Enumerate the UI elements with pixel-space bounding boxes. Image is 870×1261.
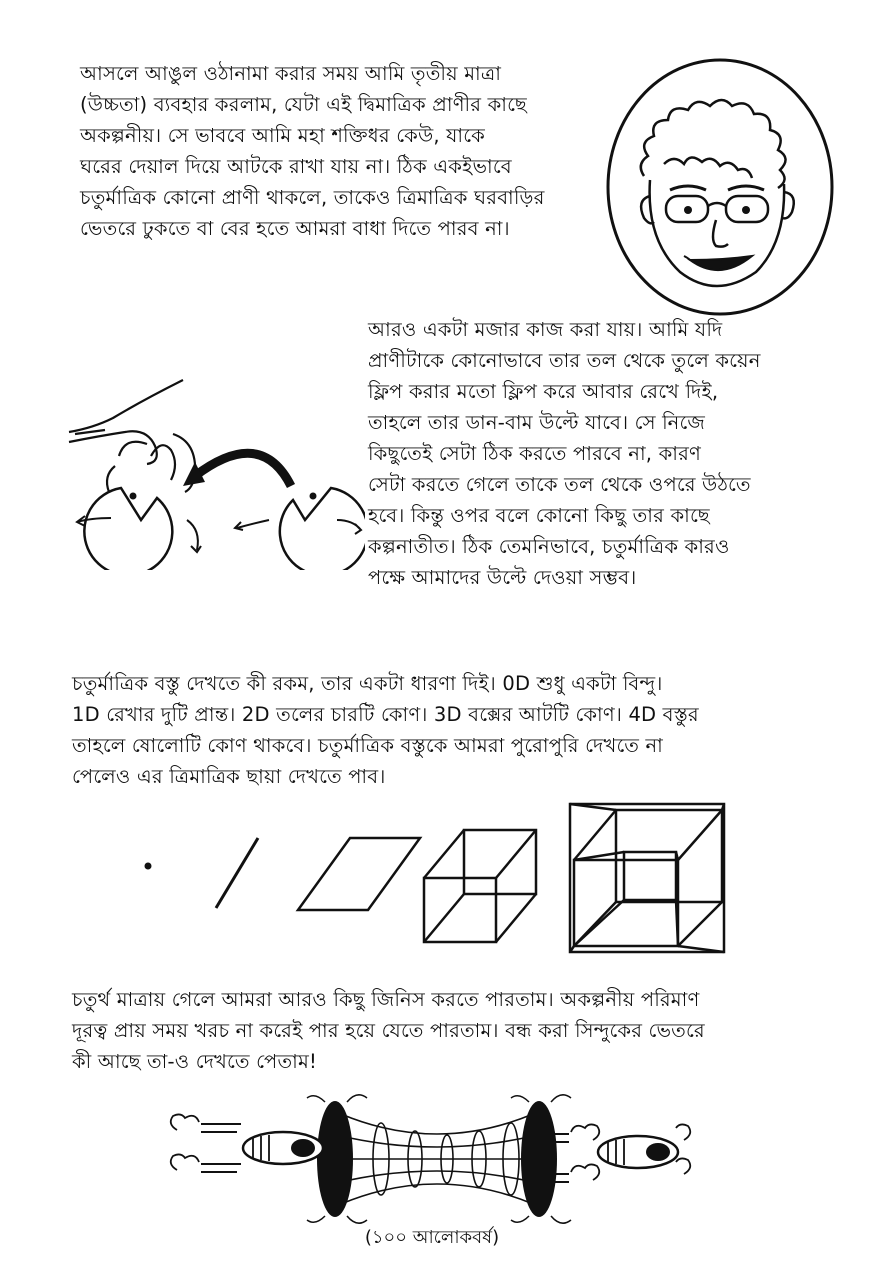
spaceship-right-hull	[580, 1118, 700, 1188]
hand-icon	[69, 380, 195, 492]
text-line: চতুর্মাত্রিক বস্তু দেখতে কী রকম, তার একটা ধারণা দিই। 0D শুধু একটা বিন্দু।	[72, 672, 663, 695]
text-line: আসলে আঙুল ওঠানামা করার সময় আমি তৃতীয় মাত্রা	[80, 62, 502, 85]
text-line: ভেতরে ঢুকতে বা বের হতে আমরা বাধা দিতে পারব না।	[80, 217, 510, 240]
text-line: অকল্পনীয়। সে ভাববে আমি মহা শক্তিধর কেউ, যাকে	[80, 124, 485, 147]
text-line: পক্ষে আমাদের উল্টে দেওয়া সম্ভব।	[368, 566, 637, 589]
tesseract-4d	[570, 804, 724, 952]
flip-creature-illustration	[55, 370, 365, 570]
text-line: ঘরের দেয়াল দিয়ে আটকে রাখা যায় না। ঠিক একইভাবে	[80, 155, 512, 178]
text-line: সেটা করতে গেলে তাকে তল থেকে ওপরে উঠতে	[368, 473, 751, 496]
creature-flipped	[77, 488, 201, 570]
curly-hair	[641, 100, 786, 188]
paragraph-dimensions	[72, 668, 822, 792]
cube-3d	[424, 830, 536, 942]
square-2d	[298, 838, 420, 910]
paragraph-flip	[368, 314, 816, 593]
flip-arrow-icon	[183, 453, 291, 486]
point-0d	[145, 863, 152, 870]
glasses-icon	[666, 196, 768, 222]
text-line: কিছুতেই সেটা ঠিক করতে পারবে না, কারণ	[368, 442, 702, 465]
text-line: তাহলে ষোলোটি কোণ থাকবে। চতুর্মাত্রিক বস্তুকে আমরা পুরোপুরি দেখতে না	[72, 734, 664, 757]
text-line: (উচ্চতা) ব্যবহার করলাম, যেটা এই দ্বিমাত্রিক প্রাণীর কাছে	[80, 93, 527, 116]
wormhole-mouth-right	[521, 1101, 557, 1217]
text-line: চতুর্মাত্রিক কোনো প্রাণী থাকলে, তাকেও ত্রিমাত্রিক ঘরবাড়ির	[80, 186, 545, 209]
text-line: প্রাণীটাকে কোনোভাবে তার তল থেকে তুলে কয়েন	[368, 349, 761, 372]
text-line: কী আছে তা-ও দেখতে পেতাম!	[72, 1050, 317, 1073]
line-1d	[216, 838, 258, 908]
paragraph-fourth-dimension	[72, 984, 822, 1077]
text-line: আরও একটা মজার কাজ করা যায়। আমি যদি	[368, 318, 723, 341]
text-line: 1D রেখার দুটি প্রান্ত। 2D তলের চারটি কোণ। 3D বক্সের আটটি কোণ। 4D বস্তুর	[72, 703, 699, 726]
text-line: হবে। কিন্তু ওপর বলে কোনো কিছু তার কাছে	[368, 504, 710, 527]
text-line: দূরত্ব প্রায় সময় খরচ না করেই পার হয়ে যেতে পারতাম। বন্ধ করা সিন্দুকের ভেতরে	[72, 1019, 705, 1042]
text-line: পেলেও এর ত্রিমাত্রিক ছায়া দেখতে পাব।	[72, 765, 386, 788]
creature-original	[235, 488, 365, 570]
wormhole-tunnel	[341, 1114, 533, 1204]
wormhole-mouth-left	[317, 1101, 353, 1217]
face-illustration	[604, 56, 836, 318]
dimensions-figure	[130, 790, 740, 965]
paragraph-third-dimension	[80, 58, 620, 244]
wormhole-illustration	[155, 1088, 615, 1228]
wormhole-caption: (১০০ আলোকবর্ষ)	[364, 1227, 500, 1248]
text-line: কল্পনাতীত। ঠিক তেমনিভাবে, চতুর্মাত্রিক কারও	[368, 535, 730, 558]
spaceship-left-icon	[171, 1114, 323, 1172]
text-line: তাহলে তার ডান-বাম উল্টে যাবে। সে নিজে	[368, 411, 705, 434]
text-line: চতুর্থ মাত্রায় গেলে আমরা আরও কিছু জিনিস করতে পারতাম। অকল্পনীয় পরিমাণ	[72, 988, 700, 1011]
text-line: ফ্লিপ করার মতো ফ্লিপ করে আবার রেখে দিই,	[368, 380, 719, 403]
